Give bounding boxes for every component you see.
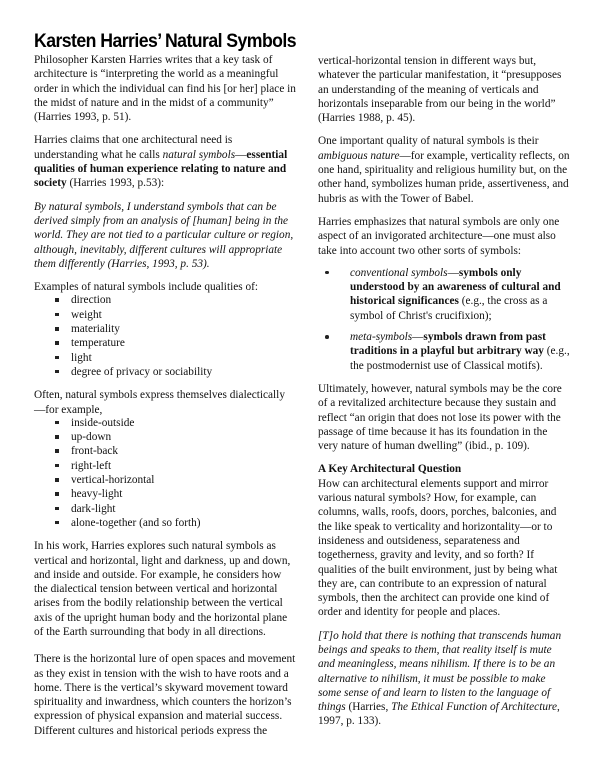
- closing-quote: [318, 629, 570, 729]
- list-item: temperature: [71, 336, 296, 350]
- text-run: One important quality of natural symbols is their: [318, 135, 539, 148]
- list-item: materiality: [71, 322, 296, 336]
- list-item: alone-together (and so forth): [71, 516, 296, 530]
- quote-text: [T]o hold that there is nothing that transcends human beings and speaks to them, that reality itself is mute and meaningless, means nihilism. If there is to be an alternative to nihilism, it must be possible to make some sense of and learn to listen to the language of things: [318, 629, 562, 714]
- list-item: degree of privacy or sociability: [71, 365, 296, 379]
- qualities-intro: Examples of natural symbols include qualities of:: [34, 281, 259, 294]
- ambiguous-nature-term: ambiguous nature: [318, 149, 400, 162]
- right-column: [318, 54, 570, 738]
- cultures-paragraph: Different cultures and historical periods express the: [34, 724, 268, 737]
- text-run: (e.g., the postmodernist use of Classical motifs).: [350, 345, 570, 372]
- list-item: vertical-horizontal: [71, 473, 296, 487]
- meta-symbols-term: meta-symbols: [350, 331, 413, 344]
- block-quote: By natural symbols, I understand symbols that can be derived simply from an analysis of [human] being in the world. They are not tied to a particular culture or region, although, inevitably, different cultures will appropriate them differently (Harries, 1993, p. 53).: [34, 200, 294, 270]
- citation: , 1997, p. 133).: [318, 701, 560, 728]
- list-item: heavy-light: [71, 487, 296, 501]
- dash: —: [412, 331, 424, 344]
- list-item: [350, 266, 570, 323]
- text-run: Harries claims that one architectural need is understanding what he calls: [34, 134, 233, 161]
- qualities-list: [34, 293, 296, 379]
- list-item: front-back: [71, 444, 296, 458]
- list-item: dark-light: [71, 502, 296, 516]
- page-title: Karsten Harries’ Natural Symbols: [34, 31, 297, 52]
- left-column: [34, 38, 296, 747]
- conventional-symbols-term: conventional symbols: [350, 266, 448, 279]
- intro-paragraph: Philosopher Karsten Harries writes that a key task of architecture is “interpreting the world as a meaningful order in which the individual can find his [or her] place in the midst of nature and in the midst of a community” (Harries 1993, p. 51).: [34, 54, 296, 124]
- citation: (Harries,: [345, 701, 392, 714]
- list-item: direction: [71, 293, 296, 307]
- text-run: —for example, verticality reflects, on one hand, spirituality and religious humility but, on the other hand, symbolizes human pride, assertiveness, and hubris as with the Tower of Babel.: [318, 149, 570, 205]
- text-run: (e.g., the cross as a symbol of Christ's crucifixion);: [350, 295, 548, 322]
- continuation-paragraph: vertical-horizontal tension in different ways but, whatever the particular manifestation, it “presupposes an understanding of the meaning of verticals and horizontals inseparable from our being in the world” (Harries 1988, p. 45).: [318, 55, 562, 125]
- dash: —: [447, 266, 459, 279]
- bold-definition: symbols drawn from past traditions in a playful but arbitrary way: [350, 331, 546, 358]
- book-title: The Ethical Function of Architecture: [391, 701, 557, 714]
- emphasis-paragraph: Harries emphasizes that natural symbols are only one aspect of an invigorated architecture—one must also take into account two other sorts of symbols:: [318, 215, 560, 257]
- list-item: right-left: [71, 459, 296, 473]
- list-item: light: [71, 351, 296, 365]
- question-paragraph: How can architectural elements support and mirror various natural symbols? How, for example, can columns, walls, roofs, doors, porches, balconies, and the like speak to verticality and horizontality—or to insideness and outsideness, separateness and togetherness, gravity and levity, and so forth? If qualities of the built environment, just by being what they are, can contribute to an expression of natural symbols, then the architect can provide one kind of order and identity for people and places.: [318, 477, 558, 619]
- section-heading: A Key Architectural Question: [318, 463, 462, 476]
- work-paragraph: In his work, Harries explores such natural symbols as vertical and horizontal, light and darkness, up and down, and inside and outside. For example, he considers how the dialectical tension between vertical and horizontal arises from the bodily relationship between the vertical axis of the upright human body and the horizontal plane of the Earth surrounding that body in all directions.: [34, 540, 291, 638]
- dialectics-list: [34, 416, 296, 530]
- citation: (Harries 1993, p.53):: [66, 177, 165, 190]
- lure-paragraph: There is the horizontal lure of open spaces and movement as they exist in tension with the wish to have roots and a home. There is the vertical’s skyward movement toward spirituality and inwardness, which counters the horizon’s expression of physical expansion and material success.: [34, 653, 296, 723]
- dialectic-intro: Often, natural symbols express themselves dialectically—for example,: [34, 389, 285, 416]
- list-item: weight: [71, 308, 296, 322]
- list-item: inside-outside: [71, 416, 296, 430]
- natural-symbols-term: natural symbols: [162, 148, 236, 161]
- dash: —: [235, 148, 247, 161]
- list-item: [350, 330, 570, 373]
- bold-definition: symbols only understood by an awareness of cultural and historical significances: [350, 266, 561, 308]
- bold-definition: essential qualities of human experience relating to nature and society: [34, 148, 288, 190]
- symbol-types-list: [318, 266, 570, 373]
- list-item: up-down: [71, 430, 296, 444]
- ambiguity-paragraph: [318, 134, 570, 205]
- ultimately-paragraph: Ultimately, however, natural symbols may be the core of a revitalized architecture because they sustain and reflect “an origin that does not lose its power with the passage of time because it has its foundation in the very nature of human dwelling” (ibid., p. 109).: [318, 382, 562, 453]
- natural-symbols-paragraph: [34, 133, 296, 190]
